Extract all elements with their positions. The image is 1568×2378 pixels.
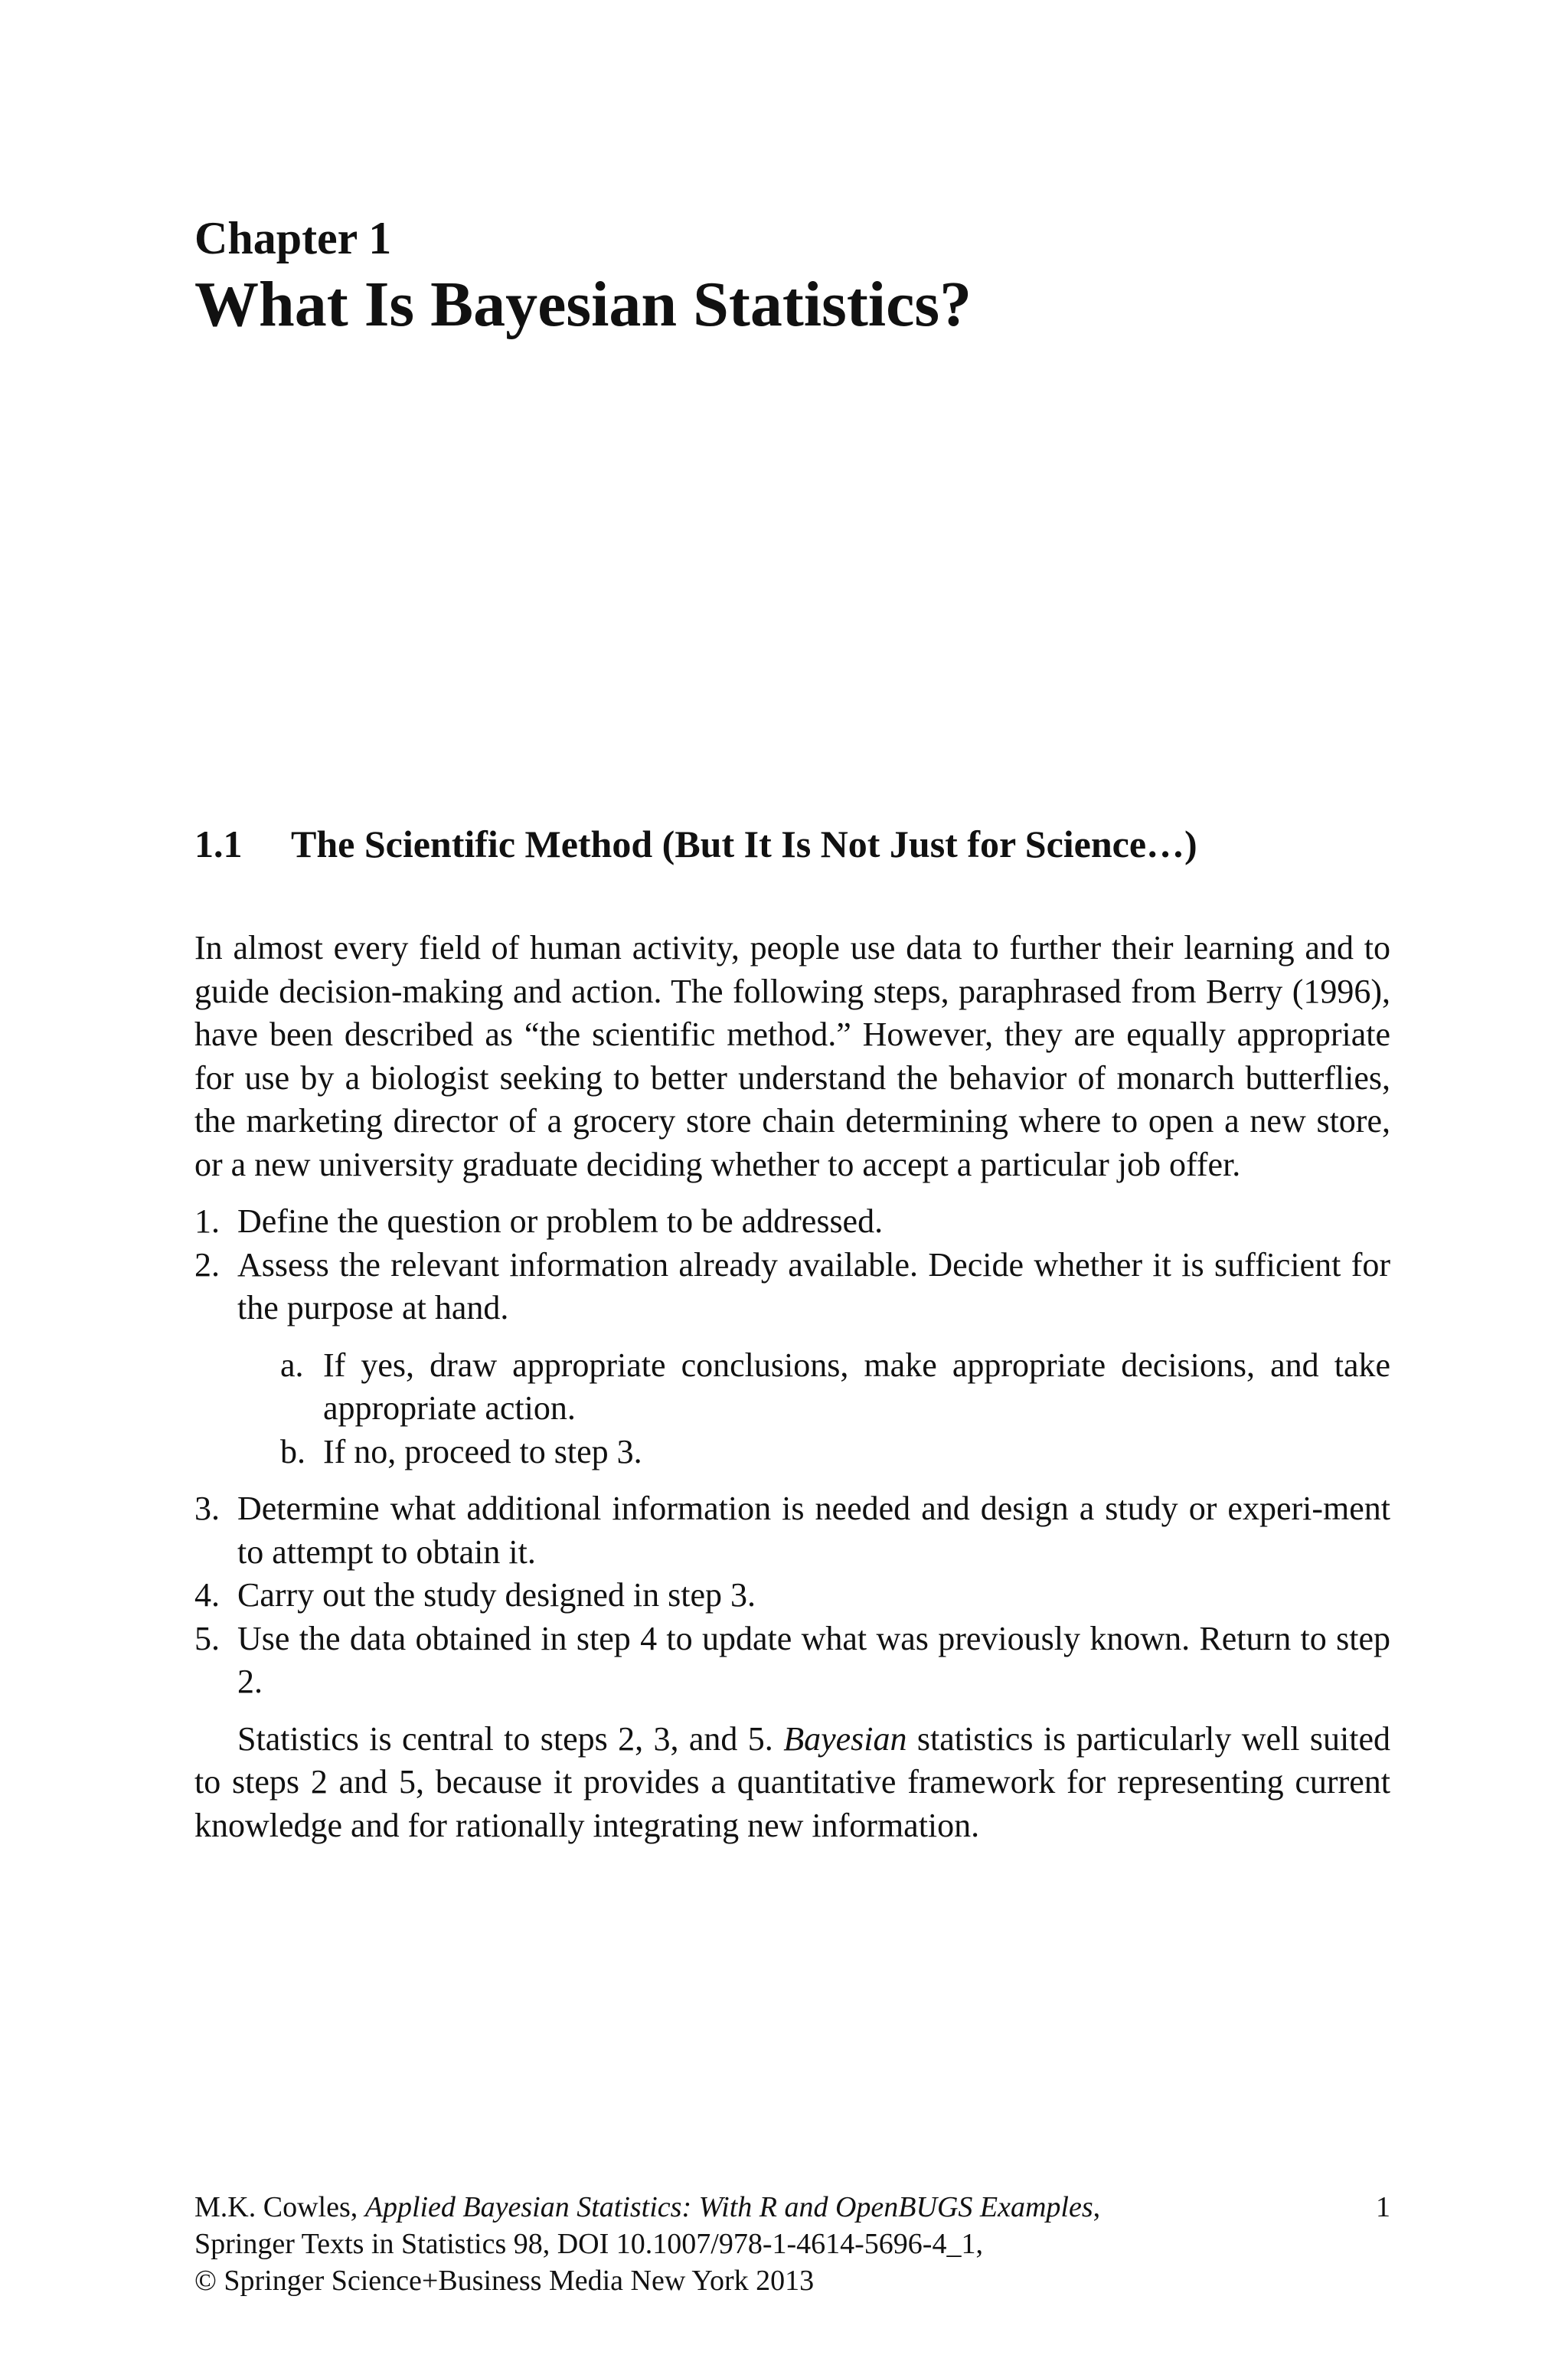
list-item bbox=[194, 1617, 1390, 1704]
step-marker: 3. bbox=[194, 1490, 220, 1527]
list-item bbox=[194, 1487, 1390, 1574]
chapter-title: What Is Bayesian Statistics? bbox=[194, 269, 972, 340]
section-title: The Scientific Method (But It Is Not Just for Science…) bbox=[291, 823, 1197, 865]
step-text: Carry out the study designed in step 3. bbox=[237, 1576, 756, 1614]
substep-text: If yes, draw appropriate conclusions, make appropriate decisions, and take appropriate action. bbox=[323, 1346, 1390, 1427]
step-marker: 1. bbox=[194, 1202, 220, 1240]
closing-text-start: Statistics is central to steps 2, 3, and 5. bbox=[237, 1719, 784, 1758]
bayesian-emphasis: Bayesian bbox=[783, 1719, 907, 1758]
step-text: Assess the relevant information already available. Decide whether it is sufficient for the purpose at hand. bbox=[237, 1245, 1390, 1326]
substep-text: If no, proceed to step 3. bbox=[323, 1432, 642, 1470]
step-text: Determine what additional information is needed and design a study or experi-ment to attempt to obtain it. bbox=[237, 1490, 1390, 1571]
list-item bbox=[280, 1431, 1390, 1474]
intro-paragraph: In almost every field of human activity, people use data to further their learning and to guide decision-making and action. The following steps, paraphrased from Berry (1996), have been described as “the scientific method.” However, they are equally appropriate for use by a biologist seeking to better understand the behavior of monarch butterflies, the marketing director of a grocery store chain determining where to open a new store, or a new university graduate deciding whether to accept a particular job offer. bbox=[194, 929, 1390, 1183]
step-marker: 4. bbox=[194, 1576, 220, 1614]
list-item bbox=[194, 1574, 1390, 1617]
chapter-label: Chapter 1 bbox=[194, 213, 392, 263]
footnote-line-3: © Springer Science+Business Media New York 2013 bbox=[194, 2265, 815, 2297]
body-text bbox=[194, 927, 1390, 1847]
footnote-book-title: Applied Bayesian Statistics: With R and OpenBUGS Examples bbox=[364, 2191, 1093, 2223]
substeps-list bbox=[237, 1344, 1390, 1474]
list-item bbox=[280, 1344, 1390, 1431]
step-text: Use the data obtained in step 4 to update what was previously known. Return to step 2. bbox=[237, 1619, 1390, 1700]
closing-text-end: statistics is particularly well suited to steps 2 and 5, because it provides a quantitative framework for representing current knowledge and for rationally integrating new information. bbox=[194, 1719, 1390, 1844]
closing-paragraph bbox=[194, 1718, 1390, 1848]
substep-marker: b. bbox=[280, 1432, 305, 1470]
footnote bbox=[194, 2189, 1390, 2299]
section-number: 1.1 bbox=[194, 823, 243, 865]
footnote-line-2: Springer Texts in Statistics 98, DOI 10.1007/978-1-4614-5696-4_1, bbox=[194, 2228, 983, 2260]
step-marker: 2. bbox=[194, 1245, 220, 1284]
footnote-author: M.K. Cowles, bbox=[194, 2191, 365, 2223]
step-text: Define the question or problem to be addressed. bbox=[237, 1202, 884, 1240]
page-number: 1 bbox=[1376, 2191, 1390, 2223]
substep-marker: a. bbox=[280, 1346, 304, 1384]
steps-list bbox=[194, 1200, 1390, 1704]
section-heading bbox=[194, 821, 1389, 867]
footnote-line-1 bbox=[194, 2189, 1390, 2226]
footnote-comma: , bbox=[1093, 2191, 1101, 2223]
list-item bbox=[194, 1200, 1390, 1244]
step-marker: 5. bbox=[194, 1619, 220, 1657]
list-item bbox=[194, 1244, 1390, 1474]
